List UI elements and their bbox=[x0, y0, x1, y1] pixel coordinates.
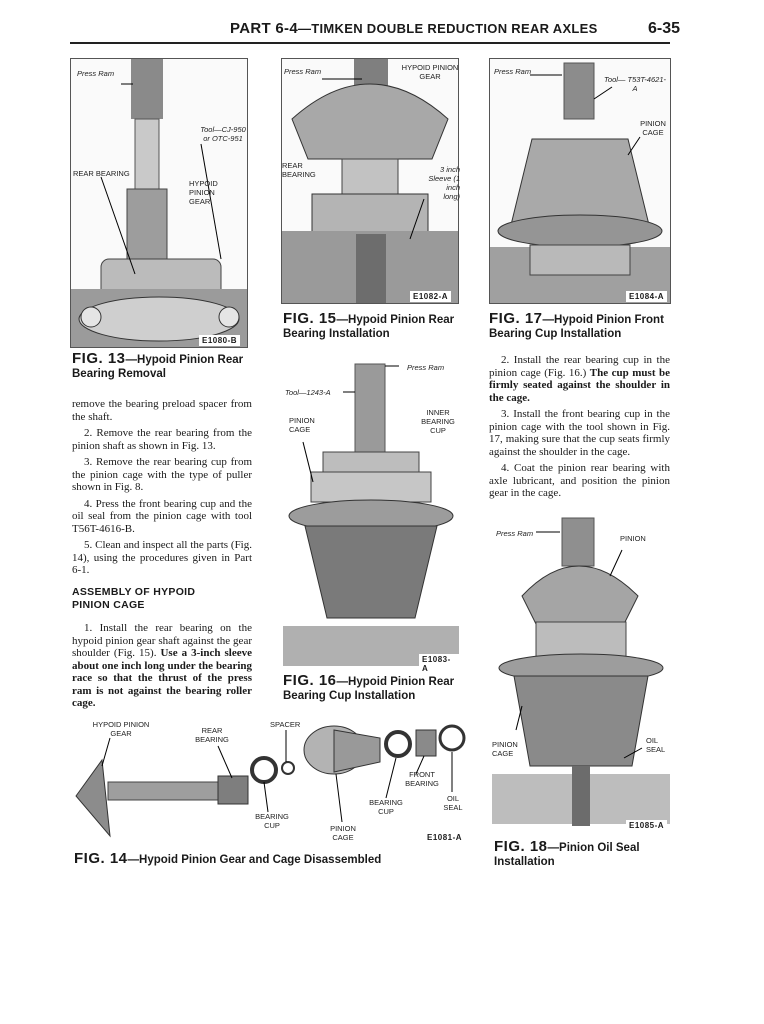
fig18-oil-seal-label: OIL SEAL bbox=[646, 736, 666, 754]
fig16-caption bbox=[283, 674, 463, 703]
fig15-photo bbox=[281, 58, 459, 304]
fig15-rear-bearing-label: REAR BEARING bbox=[282, 161, 316, 179]
fig16-tool-label: Tool—1243-A bbox=[285, 388, 331, 397]
fig18-pinion-label: PINION bbox=[620, 534, 646, 543]
fig14-code: E1081-A bbox=[424, 832, 465, 843]
fig17-illustration bbox=[490, 59, 670, 303]
fig14-pinion-cage-label: PINION CAGE bbox=[330, 824, 356, 842]
fig14-gear-label: HYPOID PINION GEAR bbox=[92, 720, 150, 738]
fig13-caption-num: FIG. 13 bbox=[72, 350, 126, 367]
fig17-caption-num: FIG. 17 bbox=[489, 310, 543, 327]
fig16-pinion-cage-label: PINION CAGE bbox=[289, 416, 315, 434]
fig14-oil-seal-label: OIL SEAL bbox=[443, 794, 463, 812]
assembly-step-1-text: 1. Install the rear bearing on the hypoid pinion gear shaft against the gear shoulder (Fig. 15). bbox=[72, 622, 252, 659]
fig14-spacer-label: SPACER bbox=[270, 720, 301, 729]
fig16-photo bbox=[283, 356, 459, 673]
fig15-press-ram-label: Press Ram bbox=[284, 67, 322, 76]
fig14-bearing-cup-label: BEARING CUP bbox=[255, 812, 289, 830]
fig14-rear-bearing-label: REAR BEARING bbox=[195, 726, 229, 744]
fig18-caption bbox=[494, 840, 670, 869]
fig18-photo bbox=[492, 516, 670, 832]
fig13-caption bbox=[72, 352, 248, 381]
fig15-caption-title: —Hypoid Pinion Rear Bearing Installation bbox=[283, 314, 455, 340]
header-part: PART 6-4 bbox=[230, 20, 298, 37]
para-right-step-2-emphasis: The cup must be firmly seated against the shoulder in the cage. bbox=[489, 366, 670, 404]
fig16-caption-title: —Hypoid Pinion Rear Bearing Cup Installation bbox=[283, 676, 455, 702]
fig16-illustration bbox=[283, 356, 459, 666]
fig17-caption bbox=[489, 312, 669, 341]
fig14-photo bbox=[72, 716, 472, 848]
fig16-caption-num: FIG. 16 bbox=[283, 672, 337, 689]
para-step-2: 2. Remove the rear bearing from the pinion shaft as shown in Fig. 13. bbox=[72, 427, 252, 452]
fig15-caption-num: FIG. 15 bbox=[283, 310, 337, 327]
fig15-code: E1082-A bbox=[410, 291, 451, 302]
para-step-5: 5. Clean and inspect all the parts (Fig. 14), using the procedures given in Part 6-1. bbox=[72, 539, 252, 576]
para-step-4: 4. Press the front bearing cup and the oil seal from the pinion cage with tool T56T-4616-B. bbox=[72, 497, 252, 535]
para-right-step-3: 3. Install the front bearing cup in the pinion cage with the tool shown in Fig. 17, making sure that the cup seats firmly against the shoulder in the cage. bbox=[489, 408, 670, 458]
fig18-press-ram-label: Press Ram bbox=[496, 529, 534, 538]
fig17-tool-label: Tool— T53T-4621-A bbox=[604, 75, 666, 93]
fig17-photo bbox=[489, 58, 671, 304]
assembly-step-1 bbox=[72, 622, 252, 710]
assembly-step-1-emphasis: Use a 3-inch sleeve about one inch long under the bearing race so that the thrust of the press ram is not against the bearing roller cage. bbox=[72, 647, 252, 709]
header-rule bbox=[70, 42, 670, 44]
fig13-photo bbox=[70, 58, 248, 348]
left-column-text bbox=[72, 398, 252, 581]
fig14-caption-num: FIG. 14 bbox=[74, 850, 128, 867]
fig17-code: E1084-A bbox=[626, 291, 667, 302]
fig17-pinion-cage-label: PINION CAGE bbox=[640, 119, 666, 137]
fig18-caption-num: FIG. 18 bbox=[494, 838, 548, 855]
fig17-caption-title: —Hypoid Pinion Front Bearing Cup Installation bbox=[489, 314, 664, 340]
fig18-code: E1085-A bbox=[626, 820, 667, 831]
page-number: 6-35 bbox=[648, 20, 681, 37]
fig15-sleeve-label: 3 inch Sleeve (1 inch long) bbox=[428, 165, 460, 201]
fig14-bearing-cup2-label: BEARING CUP bbox=[369, 798, 403, 816]
fig13-caption-title: —Hypoid Pinion Rear Bearing Removal bbox=[72, 354, 244, 380]
fig16-press-ram-label: Press Ram bbox=[407, 363, 445, 372]
fig13-press-ram-label: Press Ram bbox=[77, 69, 115, 78]
section-heading: ASSEMBLY OF HYPOID PINION CAGE bbox=[72, 586, 196, 611]
para-right-step-4: 4. Coat the pinion rear bearing with axle lubricant, and position the pinion gear in the cage. bbox=[489, 462, 670, 499]
para-right-step-2: 2. Install the rear bearing cup in the pinion cage (Fig. 16.) bbox=[489, 354, 670, 379]
running-header bbox=[230, 20, 598, 37]
fig18-pinion-cage-label: PINION CAGE bbox=[492, 740, 518, 758]
fig13-gear-label: HYPOID PINION GEAR bbox=[189, 179, 218, 206]
header-title: —TIMKEN DOUBLE REDUCTION REAR AXLES bbox=[297, 21, 598, 36]
fig13-code: E1080-B bbox=[199, 335, 240, 346]
right-column-text bbox=[489, 354, 670, 504]
fig14-caption-title: —Hypoid Pinion Gear and Cage Disassembled bbox=[127, 854, 382, 866]
fig16-code: E1083-A bbox=[419, 654, 459, 674]
para-continued: remove the bearing preload spacer from the shaft. bbox=[72, 398, 252, 423]
fig13-tool-label: Tool—CJ-950 or OTC-951 bbox=[200, 125, 246, 143]
fig16-inner-cup-label: INNER BEARING CUP bbox=[421, 408, 455, 435]
fig17-press-ram-label: Press Ram bbox=[494, 67, 532, 76]
fig14-front-bearing-label: FRONT BEARING bbox=[405, 770, 439, 788]
fig14-caption bbox=[74, 852, 474, 867]
fig15-gear-label: HYPOID PINION GEAR bbox=[401, 63, 459, 81]
fig18-caption-title: —Pinion Oil Seal Installation bbox=[494, 842, 640, 868]
para-step-3: 3. Remove the rear bearing cup from the pinion cage with the type of puller shown in Fig. 8. bbox=[72, 456, 252, 493]
fig15-caption bbox=[283, 312, 463, 341]
fig18-illustration bbox=[492, 516, 670, 832]
fig13-rear-bearing-label: REAR BEARING bbox=[73, 169, 130, 178]
